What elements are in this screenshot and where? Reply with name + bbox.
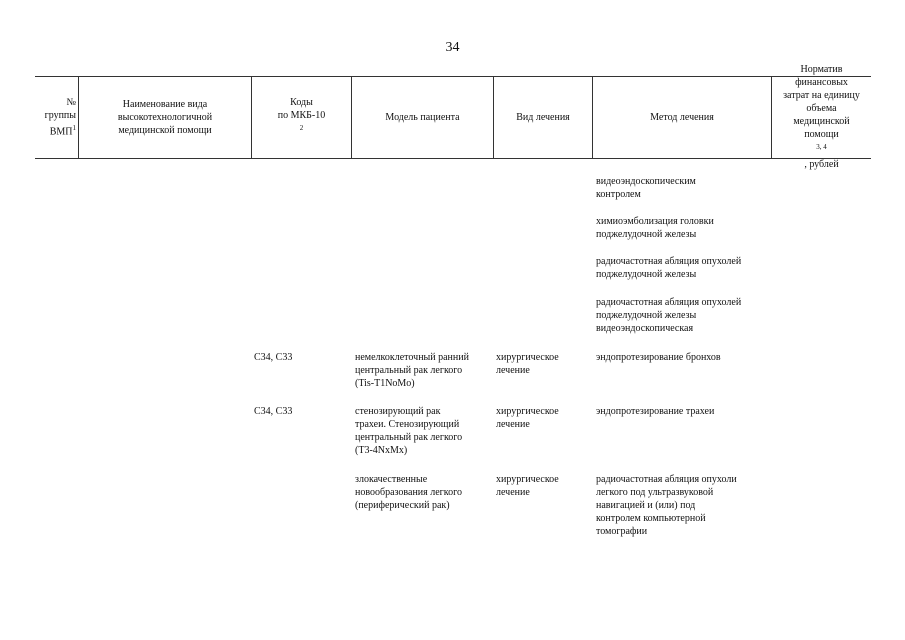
row-treatment-method: эндопротезирование трахеи xyxy=(596,406,715,417)
header-patient-model: Модель пациента xyxy=(385,111,460,123)
header-treatment-method: Метод лечения xyxy=(650,111,714,123)
header-icd-codes: Коды по МКБ-10 $^2$ xyxy=(277,96,326,132)
row-patient-model: стенозирующий рак трахеи. Стенозирующий центральный рак легкого (T3-4NxMx) xyxy=(355,406,463,456)
row-icd-codes: C34, C33 xyxy=(254,406,293,417)
page-number: 34 xyxy=(445,40,460,55)
continued-method-item: химиоэмболизация головки поджелудочной железы xyxy=(596,216,714,240)
continued-method-item: радиочастотная абляция опухолей поджелудочной железы видеоэндоскопическая xyxy=(596,297,742,334)
header-care-type-name: Наименование вида высокотехнологичной медицинской помощи xyxy=(117,98,213,136)
row-patient-model: злокачественные новообразования легкого (периферический рак) xyxy=(355,474,462,511)
continued-method-item: радиочастотная абляция опухолей поджелудочной железы xyxy=(596,256,742,280)
header-financial-norm: Норматив финансовых затрат на единицу объема медицинской помощи $^{3, 4}$ , рублей xyxy=(783,64,860,170)
row-treatment-method: радиочастотная абляция опухоли легкого под ультразвуковой навигацией и (или) под контролем компьютерной томографии xyxy=(596,474,737,537)
row-treatment-type: хирургическое лечение xyxy=(496,474,559,498)
row-treatment-type: хирургическое лечение xyxy=(496,352,559,376)
row-icd-codes: C34, C33 xyxy=(254,352,293,363)
continued-method-item: видеоэндоскопическим контролем xyxy=(596,176,696,200)
header-group-number: № группы ВМП$^1$ xyxy=(44,96,76,138)
header-bottom-border xyxy=(35,158,871,159)
row-treatment-type: хирургическое лечение xyxy=(496,406,559,430)
row-patient-model: немелкоклеточный ранний центральный рак легкого (Tis-T1NoMo) xyxy=(355,352,469,389)
header-treatment-type: Вид лечения xyxy=(516,111,570,123)
row-treatment-method: эндопротезирование бронхов xyxy=(596,352,721,363)
